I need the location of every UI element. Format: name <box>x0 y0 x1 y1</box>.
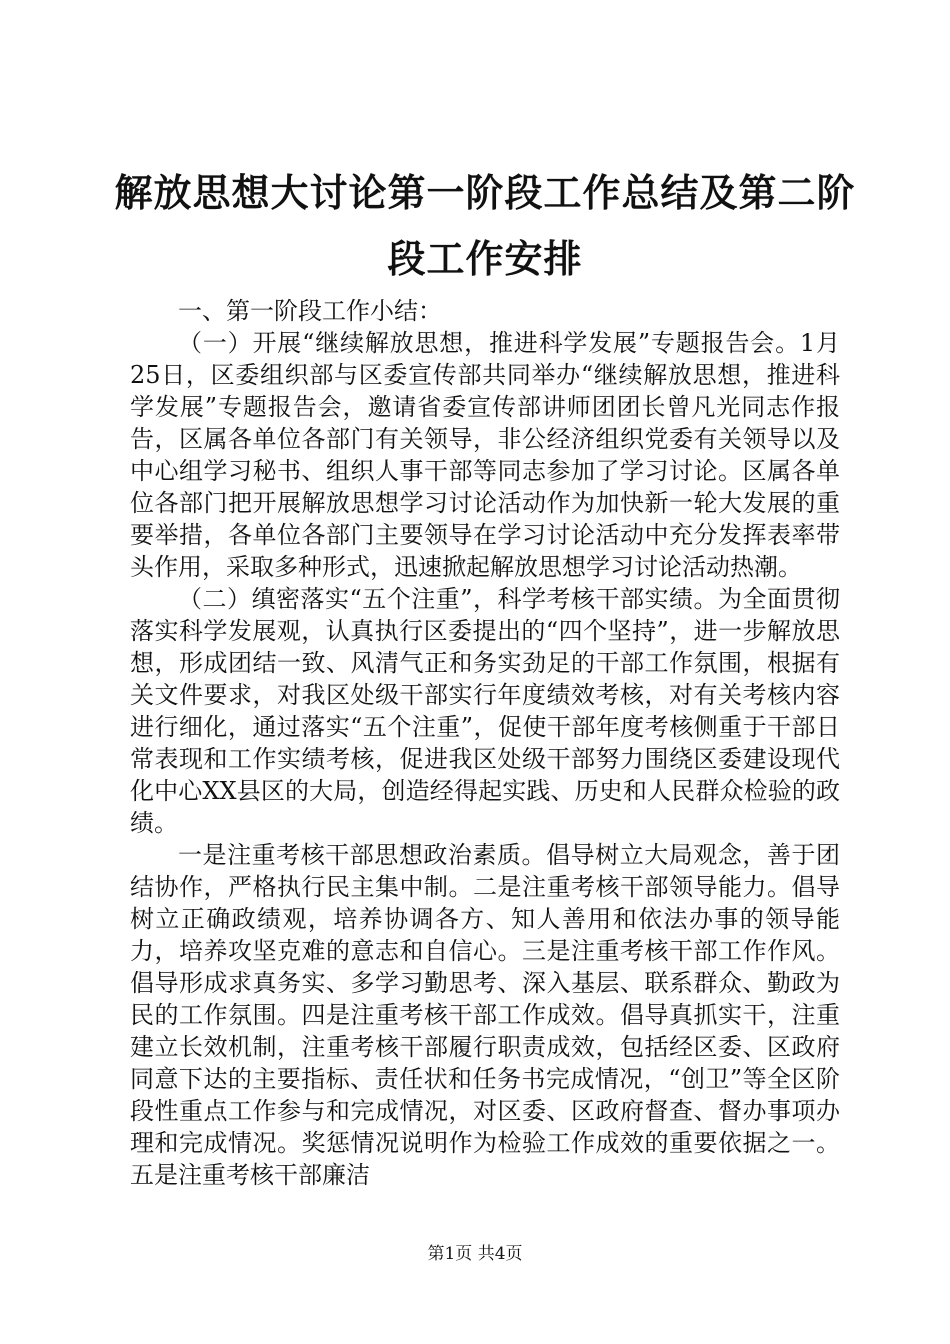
paragraph-2: （二）缜密落实“五个注重”，科学考核干部实绩。为全面贯彻落实科学发展观，认真执行区委提出的“四个坚持”，进一步解放思想，形成团结一致、风清气正和务实劲足的干部工作氛围，根据有关文件要求，对我区处级干部实行年度绩效考核，对有关考核内容进行细化，通过落实“五个注重”，促使干部年度考核侧重于干部日常表现和工作实绩考核，促进我区处级干部努力围绕区委建设现代化中心XX县区的大局，创造经得起实践、历史和人民群众检验的政绩。 <box>130 585 840 837</box>
paragraph-3: 一是注重考核干部思想政治素质。倡导树立大局观念，善于团结协作，严格执行民主集中制。二是注重考核干部领导能力。倡导树立正确政绩观，培养协调各方、知人善用和依法办事的领导能力，培养攻坚克难的意志和自信心。三是注重考核干部工作作风。倡导形成求真务实、多学习勤思考、深入基层、联系群众、勤政为民的工作氛围。四是注重考核干部工作成效。倡导真抓实干，注重建立长效机制，注重考核干部履行职责成效，包括经区委、区政府同意下达的主要指标、责任状和任务书完成情况，“创卫”等全区阶段性重点工作参与和完成情况，对区委、区政府督查、督办事项办理和完成情况。奖惩情况说明作为检验工作成效的重要依据之一。五是注重考核干部廉洁 <box>130 841 840 1189</box>
document-title: 解放思想大讨论第一阶段工作总结及第二阶段工作安排 <box>114 170 856 281</box>
document-body <box>130 295 840 1191</box>
section-heading: 一、第一阶段工作小结： <box>178 297 442 325</box>
page-footer: 第1页 共4页 <box>427 1244 523 1264</box>
paragraph-1: （一）开展“继续解放思想，推进科学发展”专题报告会。1月25日，区委组织部与区委宣传部共同举办“继续解放思想，推进科学发展”专题报告会，邀请省委宣传部讲师团团长曾凡光同志作报告，区属各单位各部门有关领导，非公经济组织党委有关领导以及中心组学习秘书、组织人事干部等同志参加了学习讨论。区属各单位各部门把开展解放思想学习讨论活动作为加快新一轮大发展的重要举措，各单位各部门主要领导在学习讨论活动中充分发挥表率带头作用，采取多种形式，迅速掀起解放思想学习讨论活动热潮。 <box>130 329 840 581</box>
